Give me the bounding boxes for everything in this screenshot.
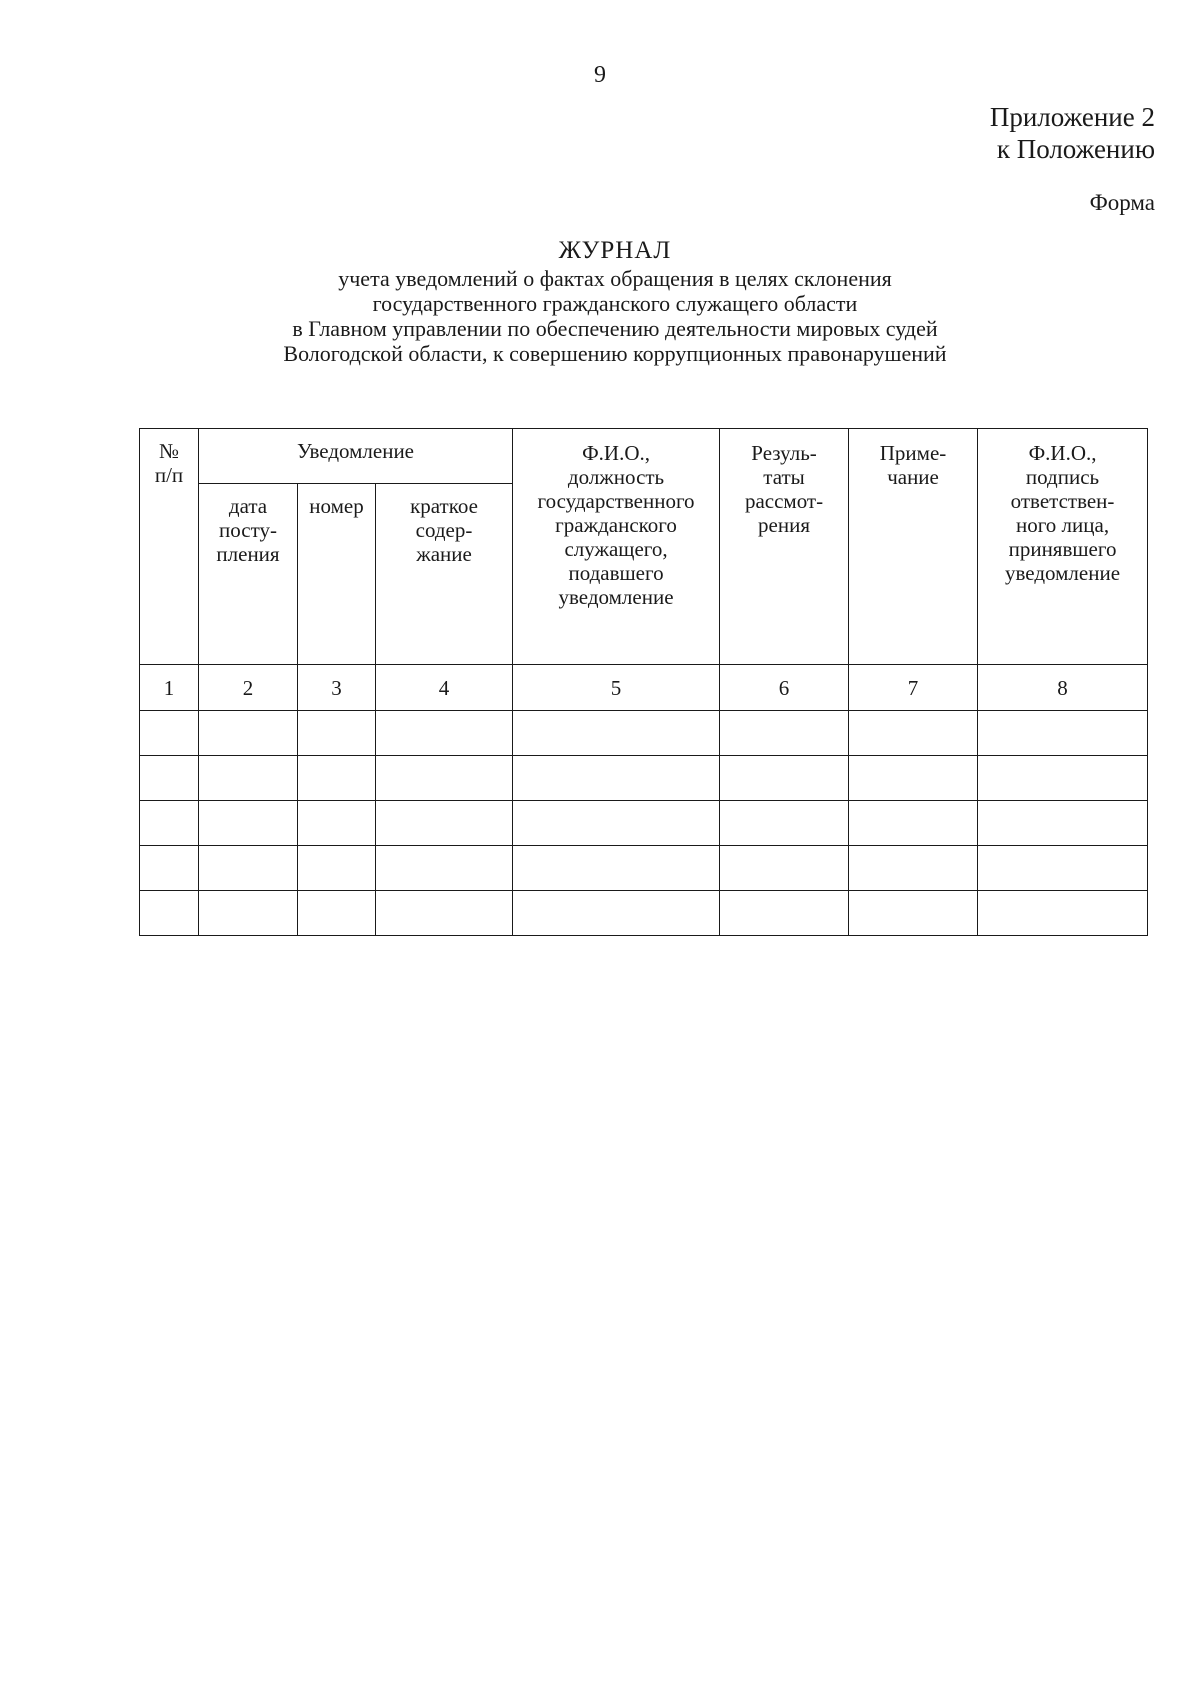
header-text: уведомление <box>558 585 674 609</box>
header-row-top <box>140 429 1148 484</box>
table-cell <box>720 756 849 801</box>
title-main: ЖУРНАЛ <box>558 237 672 264</box>
header-text: Приме- <box>879 441 947 465</box>
header-text: содер- <box>415 518 473 542</box>
column-number: 4 <box>376 665 513 711</box>
table-row <box>140 891 1148 936</box>
header-text: рассмот- <box>744 489 824 513</box>
header-col-8 <box>978 429 1148 665</box>
table-cell <box>978 891 1148 936</box>
table-row <box>140 711 1148 756</box>
table-cell <box>978 711 1148 756</box>
column-number: 5 <box>513 665 720 711</box>
table-cell <box>513 846 720 891</box>
table-cell <box>376 801 513 846</box>
table-cell <box>720 846 849 891</box>
table-cell <box>298 891 376 936</box>
table-row <box>140 801 1148 846</box>
appendix-line-1: Приложение 2 <box>989 102 1155 132</box>
title-line-2: государственного гражданского служащего области <box>372 291 858 316</box>
header-text: должность <box>567 465 665 489</box>
column-number: 1 <box>140 665 199 711</box>
header-text: принявшего <box>1008 537 1117 561</box>
header-text: жание <box>416 542 472 566</box>
header-text: уведомление <box>1005 561 1121 585</box>
header-text: ответствен- <box>1010 489 1115 513</box>
header-text: подавшего <box>568 561 664 585</box>
table-cell <box>376 711 513 756</box>
header-text: чание <box>887 465 939 489</box>
header-col-7 <box>849 429 978 665</box>
document-title <box>190 236 1040 366</box>
table-cell <box>849 846 978 891</box>
page-number: 9 <box>594 62 606 88</box>
header-text: государственного <box>537 489 695 513</box>
header-col-5 <box>513 429 720 665</box>
table-cell <box>140 846 199 891</box>
column-number: 6 <box>720 665 849 711</box>
header-col-4 <box>376 484 513 665</box>
header-notification-group: Уведомление <box>199 429 513 484</box>
table-cell <box>376 891 513 936</box>
column-number: 2 <box>199 665 298 711</box>
table-cell <box>199 801 298 846</box>
table-cell <box>849 711 978 756</box>
table-cell <box>978 846 1148 891</box>
header-text: Ф.И.О., <box>582 441 650 465</box>
header-text: дата <box>228 494 268 518</box>
table-cell <box>978 801 1148 846</box>
title-line-3: в Главном управлении по обеспечению деятельности мировых судей <box>292 316 938 341</box>
table-cell <box>140 756 199 801</box>
header-text: краткое <box>410 494 478 518</box>
table-cell <box>720 801 849 846</box>
header-text: ного лица, <box>1015 513 1110 537</box>
table-cell <box>513 801 720 846</box>
column-number: 3 <box>298 665 376 711</box>
table-cell <box>140 711 199 756</box>
column-number: 7 <box>849 665 978 711</box>
header-col-3 <box>298 484 376 665</box>
table-cell <box>513 891 720 936</box>
table-cell <box>140 801 199 846</box>
header-text: посту- <box>219 518 277 542</box>
header-col-2 <box>199 484 298 665</box>
header-text: служащего, <box>564 537 668 561</box>
table-cell <box>720 711 849 756</box>
header-text: рения <box>758 513 811 537</box>
header-col-6 <box>720 429 849 665</box>
column-number: 8 <box>978 665 1148 711</box>
appendix-heading <box>990 101 1155 165</box>
table-cell <box>376 756 513 801</box>
table-cell <box>298 756 376 801</box>
table-cell <box>720 891 849 936</box>
title-line-4: Вологодской области, к совершению коррупционных правонарушений <box>283 341 947 366</box>
table-cell <box>199 846 298 891</box>
table-cell <box>199 711 298 756</box>
header-text: номер <box>309 494 364 518</box>
header-text: подпись <box>1025 465 1100 489</box>
table-cell <box>298 846 376 891</box>
table-row <box>140 756 1148 801</box>
table-cell <box>849 756 978 801</box>
table-cell <box>513 711 720 756</box>
table-cell <box>199 891 298 936</box>
table-cell <box>376 846 513 891</box>
table-cell <box>513 756 720 801</box>
header-text: гражданского <box>555 513 677 537</box>
form-label: Форма <box>1089 190 1155 215</box>
header-text: Ф.И.О., <box>1028 441 1097 465</box>
header-text: № <box>158 439 180 463</box>
table-cell <box>849 891 978 936</box>
table-cell <box>298 711 376 756</box>
header-col-1 <box>140 429 199 665</box>
table-cell <box>849 801 978 846</box>
header-text: таты <box>763 465 805 489</box>
table-row <box>140 846 1148 891</box>
table-cell <box>298 801 376 846</box>
header-text: Резуль- <box>751 441 817 465</box>
table-cell <box>199 756 298 801</box>
appendix-line-2: к Положению <box>996 134 1155 164</box>
journal-table <box>139 428 1148 936</box>
table-cell <box>140 891 199 936</box>
header-text: п/п <box>154 463 184 487</box>
table-cell <box>978 756 1148 801</box>
column-number-row <box>140 665 1148 711</box>
title-line-1: учета уведомлений о фактах обращения в целях склонения <box>338 266 892 291</box>
header-text: пления <box>216 542 280 566</box>
